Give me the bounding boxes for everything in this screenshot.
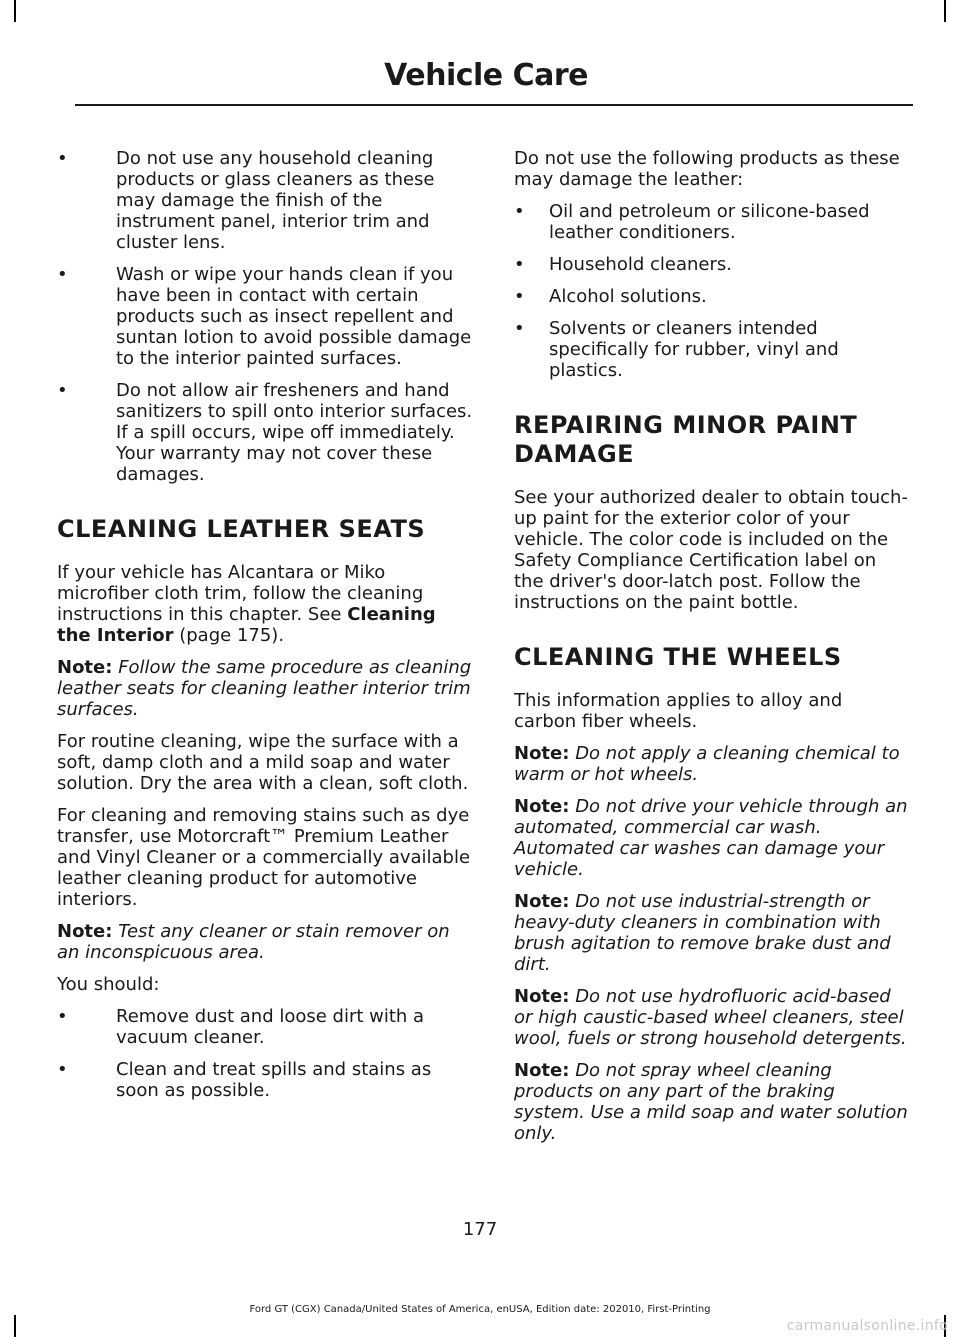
list-item: • Alcohol solutions. (514, 286, 707, 307)
list-item: • Clean and treat spills and stains as soon as possible. (57, 1059, 432, 1101)
bullet: • (57, 148, 68, 169)
note: Note: Do not use industrial-strength or heavy-duty cleaners in combination with brush agitation to remove brake dust and dirt. (514, 891, 891, 975)
right-column (514, 148, 908, 1155)
list-item: • Solvents or cleaners intended specifically for rubber, vinyl and plastics. (514, 318, 839, 381)
note: Note: Follow the same procedure as cleaning leather seats for cleaning leather interior trim surfaces. (57, 657, 472, 720)
cleaning-steps (57, 1006, 474, 1101)
paragraph: This information applies to alloy and carbon fiber wheels. (514, 690, 843, 732)
paragraph: For cleaning and removing stains such as dye transfer, use Motorcraft™ Premium Leather and Vinyl Cleaner or a commercially available leather cleaning product for automotive interiors. (57, 805, 471, 910)
section-heading-wheels: CLEANING THE WHEELS (514, 643, 842, 671)
paragraph: You should: (57, 974, 160, 995)
household-cleaner-warnings (57, 148, 474, 485)
note: Note: Test any cleaner or stain remover on an inconspicuous area. (57, 921, 450, 963)
header-divider (75, 104, 913, 106)
left-column (57, 148, 474, 1112)
paragraph: See your authorized dealer to obtain touch-up paint for the exterior color of your vehicle. The color code is included on the Safety Compliance Certification label on the driver's door-latch post. Follow the instructions on the paint bottle. (514, 487, 908, 613)
note: Note: Do not spray wheel cleaning products on any part of the braking system. Use a mild soap and water solution only. (514, 1060, 908, 1144)
list-item: • Household cleaners. (514, 254, 732, 275)
bullet: • (514, 254, 525, 275)
footer-edition-info: Ford GT (CGX) Canada/United States of America, enUSA, Edition date: 202010, First-Printing (249, 1304, 711, 1315)
list-item: • Oil and petroleum or silicone-based leather conditioners. (514, 201, 870, 243)
page-title: Vehicle Care (384, 58, 588, 93)
page-number: 177 (462, 1219, 498, 1240)
list-item: • Wash or wipe your hands clean if you have been in contact with certain products such as insect repellent and suntan lotion to avoid possible damage to the interior painted surfaces. (57, 264, 472, 369)
damaging-products-list (514, 201, 908, 381)
bullet: • (57, 1059, 68, 1080)
crop-mark (14, 1315, 16, 1337)
list-item: • Do not allow air fresheners and hand sanitizers to spill onto interior surfaces. If a spill occurs, wipe off immediately. Your warranty may not cover these damages. (57, 380, 473, 485)
bullet: • (57, 380, 68, 401)
bullet: • (514, 286, 525, 307)
bullet: • (57, 264, 68, 285)
list-item: • Do not use any household cleaning products or glass cleaners as these may damage the finish of the instrument panel, interior trim and cluster lens. (57, 148, 435, 253)
bullet: • (514, 201, 525, 222)
note: Note: Do not drive your vehicle through an automated, commercial car wash. Automated car washes can damage your vehicle. (514, 796, 908, 880)
cross-reference-link[interactable]: Cleaning the Interior (57, 604, 436, 646)
section-heading-paint-damage: REPAIRING MINOR PAINT DAMAGE (514, 411, 858, 468)
paragraph: For routine cleaning, wipe the surface with a soft, damp cloth and a mild soap and water solution. Dry the area with a clean, soft cloth. (57, 731, 469, 794)
paragraph-intro: If your vehicle has Alcantara or Miko microfiber cloth trim, follow the cleaning instructions in this chapter. See Cleaning the Interior (page 175). (57, 562, 436, 646)
bullet: • (57, 1006, 68, 1027)
crop-mark (14, 0, 16, 22)
note: Note: Do not apply a cleaning chemical to warm or hot wheels. (514, 743, 900, 785)
bullet: • (514, 318, 525, 339)
crop-mark (944, 0, 946, 22)
note: Note: Do not use hydrofluoric acid-based or high caustic-based wheel cleaners, steel wool, fuels or strong household detergents. (514, 986, 907, 1049)
section-heading-leather-seats: CLEANING LEATHER SEATS (57, 515, 426, 543)
list-item: • Remove dust and loose dirt with a vacuum cleaner. (57, 1006, 425, 1048)
watermark: carmanualsonline.info (786, 1318, 948, 1334)
paragraph: Do not use the following products as these may damage the leather: (514, 148, 900, 190)
